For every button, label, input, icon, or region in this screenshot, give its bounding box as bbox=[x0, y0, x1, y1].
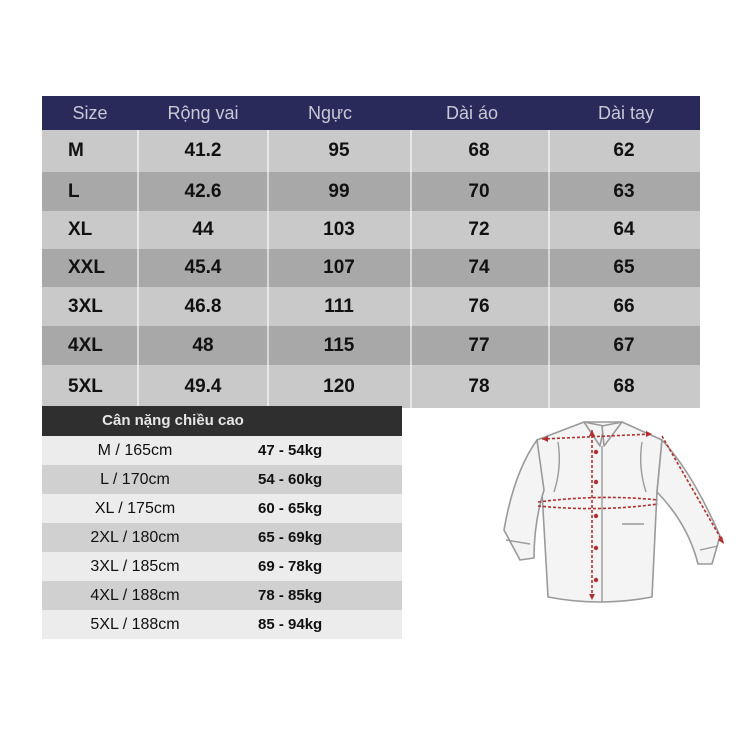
column-divider bbox=[267, 130, 269, 408]
weight-height-table bbox=[42, 406, 402, 638]
height-cell: M / 165cm bbox=[97, 442, 173, 459]
size-table-header bbox=[42, 96, 700, 130]
height-cell: L / 170cm bbox=[100, 471, 170, 488]
cell-size: XL bbox=[68, 219, 93, 240]
cell-sleeve: 65 bbox=[613, 257, 635, 278]
size-row bbox=[42, 130, 700, 172]
weight-row bbox=[42, 610, 402, 639]
shirt-measurement-svg bbox=[492, 412, 742, 612]
header-length: Dài áo bbox=[445, 103, 499, 123]
height-cell: 2XL / 180cm bbox=[90, 529, 180, 546]
cell-size: L bbox=[68, 180, 80, 202]
cell-shoulder: 49.4 bbox=[184, 375, 222, 397]
cell-length: 70 bbox=[468, 180, 490, 202]
column-divider bbox=[410, 130, 412, 408]
cell-shoulder: 42.6 bbox=[184, 180, 222, 202]
cell-length: 77 bbox=[468, 334, 490, 356]
weight-row bbox=[42, 523, 402, 552]
cell-size: 5XL bbox=[68, 375, 103, 397]
weight-table-header bbox=[42, 406, 402, 436]
size-chart-table bbox=[42, 96, 700, 408]
cell-sleeve: 62 bbox=[613, 140, 635, 161]
column-divider bbox=[137, 130, 139, 408]
weight-table-title: Cân nặng chiều cao bbox=[102, 412, 244, 429]
cell-length: 72 bbox=[468, 219, 490, 240]
header-size: Size bbox=[72, 103, 108, 123]
weight-cell: 60 - 65kg bbox=[258, 500, 323, 517]
weight-row bbox=[42, 552, 402, 581]
weight-cell: 69 - 78kg bbox=[258, 558, 323, 575]
weight-row bbox=[42, 581, 402, 610]
cell-shoulder: 41.2 bbox=[184, 140, 222, 161]
cell-chest: 111 bbox=[324, 295, 354, 317]
cell-length: 78 bbox=[468, 375, 490, 397]
cell-size: XXL bbox=[68, 257, 105, 278]
cell-shoulder: 45.4 bbox=[184, 257, 222, 278]
cell-size: M bbox=[68, 140, 84, 161]
size-row bbox=[42, 211, 700, 249]
cell-chest: 99 bbox=[328, 180, 350, 202]
size-row bbox=[42, 326, 700, 365]
weight-row bbox=[42, 494, 402, 523]
size-row bbox=[42, 172, 700, 211]
cell-size: 3XL bbox=[68, 295, 103, 317]
cell-sleeve: 66 bbox=[613, 295, 635, 317]
shirt-measurement-icon bbox=[492, 412, 742, 612]
cell-shoulder: 48 bbox=[192, 334, 214, 356]
cell-sleeve: 67 bbox=[613, 334, 635, 356]
weight-cell: 65 - 69kg bbox=[258, 529, 323, 546]
weight-cell: 47 - 54kg bbox=[258, 442, 323, 459]
header-chest: Ngực bbox=[307, 103, 353, 123]
cell-sleeve: 63 bbox=[613, 180, 635, 202]
header-sleeve: Dài tay bbox=[597, 103, 655, 123]
cell-sleeve: 64 bbox=[613, 219, 635, 240]
size-row bbox=[42, 365, 700, 408]
cell-chest: 120 bbox=[323, 375, 355, 397]
weight-cell: 78 - 85kg bbox=[258, 587, 323, 604]
weight-row bbox=[42, 465, 402, 494]
cell-length: 74 bbox=[468, 257, 490, 278]
height-cell: 4XL / 188cm bbox=[90, 587, 180, 604]
size-row bbox=[42, 287, 700, 326]
height-cell: XL / 175cm bbox=[94, 500, 176, 517]
size-row bbox=[42, 249, 700, 287]
cell-chest: 115 bbox=[323, 334, 355, 356]
cell-length: 76 bbox=[468, 295, 490, 317]
cell-chest: 103 bbox=[323, 219, 355, 240]
cell-chest: 107 bbox=[323, 257, 355, 278]
column-divider bbox=[548, 130, 550, 408]
cell-shoulder: 46.8 bbox=[184, 295, 222, 317]
weight-row bbox=[42, 436, 402, 465]
header-shoulder: Rộng vai bbox=[167, 103, 239, 123]
weight-cell: 54 - 60kg bbox=[258, 471, 323, 488]
cell-length: 68 bbox=[468, 140, 490, 161]
cell-sleeve: 68 bbox=[613, 375, 635, 397]
cell-size: 4XL bbox=[68, 334, 103, 356]
cell-chest: 95 bbox=[328, 140, 350, 161]
height-cell: 5XL / 188cm bbox=[90, 616, 180, 633]
weight-cell: 85 - 94kg bbox=[258, 616, 323, 633]
cell-shoulder: 44 bbox=[192, 219, 214, 240]
height-cell: 3XL / 185cm bbox=[90, 558, 180, 575]
